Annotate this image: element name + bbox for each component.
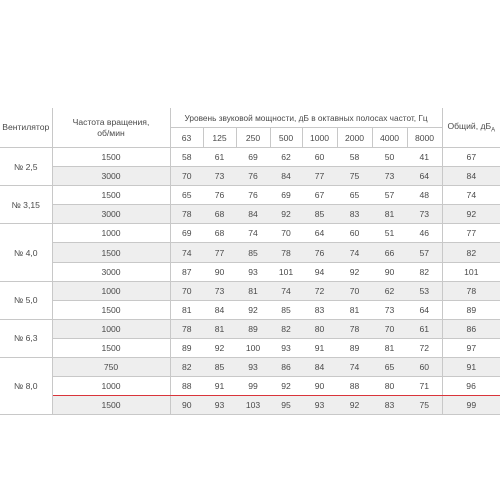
total-level-cell: 78 [442,281,500,300]
rpm-cell: 1500 [52,338,170,357]
sound-level-cell: 76 [302,243,337,262]
fan-size-cell: № 2,5 [0,148,52,186]
sound-level-cell: 58 [337,148,372,167]
sound-level-cell: 85 [302,205,337,224]
sound-level-cell: 93 [203,396,236,415]
sound-level-cell: 62 [270,148,302,167]
sound-level-cell: 68 [203,205,236,224]
sound-level-cell: 81 [372,205,407,224]
sound-level-cell: 92 [270,205,302,224]
sound-level-cell: 89 [236,319,270,338]
total-level-cell: 97 [442,338,500,357]
sound-level-cell: 70 [170,167,203,186]
sound-level-cell: 74 [236,224,270,243]
table-row [0,358,500,377]
sound-level-cell: 81 [203,319,236,338]
rpm-cell: 1500 [52,243,170,262]
sound-level-cell: 48 [407,186,442,205]
sound-level-cell: 60 [337,224,372,243]
sound-level-cell: 73 [203,167,236,186]
sound-level-cell: 93 [236,358,270,377]
table-row [0,243,500,262]
rpm-cell: 1500 [52,300,170,319]
sound-level-cell: 61 [407,319,442,338]
sound-level-cell: 67 [302,186,337,205]
sound-level-cell: 89 [170,338,203,357]
sound-level-cell: 82 [407,262,442,281]
sound-level-cell: 88 [337,377,372,396]
sound-level-cell: 81 [337,300,372,319]
sound-level-cell: 69 [170,224,203,243]
table-row [0,186,500,205]
sound-level-cell: 72 [302,281,337,300]
sound-level-cell: 77 [302,167,337,186]
sound-level-cell: 90 [170,396,203,415]
table-row [0,300,500,319]
sound-level-cell: 78 [170,319,203,338]
sound-level-cell: 72 [407,338,442,357]
rpm-cell: 3000 [52,205,170,224]
sound-level-cell: 66 [372,243,407,262]
rpm-cell: 3000 [52,262,170,281]
total-level-cell: 67 [442,148,500,167]
total-level-cell: 91 [442,358,500,377]
sound-level-cell: 88 [170,377,203,396]
table-row [0,319,500,338]
total-level-cell: 101 [442,262,500,281]
sound-level-cell: 94 [302,262,337,281]
sound-level-cell: 78 [170,205,203,224]
sound-level-cell: 57 [372,186,407,205]
sound-level-cell: 89 [337,338,372,357]
sound-level-cell: 50 [372,148,407,167]
frequency-header-5: 2000 [337,128,372,148]
rpm-cell: 1000 [52,377,170,396]
sound-level-cell: 76 [203,186,236,205]
frequency-header-2: 250 [236,128,270,148]
sound-level-cell: 90 [372,262,407,281]
table-row [0,338,500,357]
sound-level-cell: 76 [236,186,270,205]
rpm-cell: 1500 [52,186,170,205]
total-level-cell: 96 [442,377,500,396]
total-level-cell: 74 [442,186,500,205]
sound-level-cell: 78 [337,319,372,338]
sound-level-cell: 65 [337,186,372,205]
noise-table-container [0,108,500,415]
sound-level-cell: 70 [372,319,407,338]
fan-size-cell: № 3,15 [0,186,52,224]
sound-level-cell: 61 [203,148,236,167]
sound-level-cell: 70 [337,281,372,300]
sound-level-cell: 90 [302,377,337,396]
rpm-cell: 3000 [52,167,170,186]
table-row [0,167,500,186]
total-level-cell: 84 [442,167,500,186]
column-header-total [442,108,500,148]
sound-level-cell: 82 [170,358,203,377]
sound-level-cell: 80 [302,319,337,338]
total-level-cell: 86 [442,319,500,338]
sound-level-cell: 74 [170,243,203,262]
sound-level-cell: 85 [236,243,270,262]
sound-level-cell: 70 [170,281,203,300]
sound-level-cell: 92 [337,396,372,415]
sound-level-cell: 76 [236,167,270,186]
total-level-cell: 82 [442,243,500,262]
sound-level-cell: 103 [236,396,270,415]
sound-level-cell: 46 [407,224,442,243]
frequency-header-0: 63 [170,128,203,148]
sound-level-cell: 74 [337,243,372,262]
sound-level-cell: 73 [372,300,407,319]
sound-level-cell: 84 [270,167,302,186]
sound-level-cell: 92 [203,338,236,357]
sound-level-cell: 64 [407,300,442,319]
rpm-cell: 1000 [52,319,170,338]
column-header-fan: Вентилятор [0,108,52,148]
column-header-total-label: Общий, $дБ_A$ [447,121,496,134]
sound-level-cell: 84 [203,300,236,319]
sound-level-cell: 83 [337,205,372,224]
sound-level-cell: 81 [236,281,270,300]
sound-level-cell: 69 [236,148,270,167]
total-level-cell: 77 [442,224,500,243]
sound-level-cell: 90 [203,262,236,281]
frequency-header-7: 8000 [407,128,442,148]
rpm-cell: 1500 [52,396,170,415]
sound-level-cell: 86 [270,358,302,377]
sound-level-cell: 100 [236,338,270,357]
sound-level-cell: 68 [203,224,236,243]
sound-level-cell: 78 [270,243,302,262]
table-row [0,205,500,224]
sound-level-cell: 74 [270,281,302,300]
sound-level-cell: 65 [372,358,407,377]
sound-level-cell: 77 [203,243,236,262]
sound-level-cell: 84 [302,358,337,377]
table-row [0,148,500,167]
sound-level-cell: 85 [203,358,236,377]
sound-level-cell: 82 [270,319,302,338]
sound-level-cell: 95 [270,396,302,415]
column-header-octave-bands: Уровень звуковой мощности, дБ в октавных полосах частот, Гц [170,108,442,128]
total-level-cell: 89 [442,300,500,319]
sound-level-cell: 64 [302,224,337,243]
sound-level-cell: 84 [236,205,270,224]
sound-level-cell: 75 [337,167,372,186]
sound-level-cell: 93 [270,338,302,357]
sound-level-cell: 83 [372,396,407,415]
sound-level-cell: 91 [302,338,337,357]
frequency-header-4: 1000 [302,128,337,148]
column-header-rpm: Частота вращения, об/мин [52,108,170,148]
sound-level-cell: 60 [407,358,442,377]
sound-level-cell: 81 [170,300,203,319]
rpm-cell: 1000 [52,281,170,300]
sound-level-cell: 62 [372,281,407,300]
sound-level-cell: 58 [170,148,203,167]
sound-level-cell: 93 [302,396,337,415]
sound-level-cell: 73 [203,281,236,300]
sound-level-cell: 83 [302,300,337,319]
sound-level-cell: 87 [170,262,203,281]
noise-table [0,108,500,415]
sound-level-cell: 74 [337,358,372,377]
frequency-header-6: 4000 [372,128,407,148]
sound-level-cell: 101 [270,262,302,281]
table-row [0,377,500,396]
sound-level-cell: 73 [407,205,442,224]
sound-level-cell: 92 [337,262,372,281]
frequency-header-3: 500 [270,128,302,148]
sound-level-cell: 71 [407,377,442,396]
sound-level-cell: 91 [203,377,236,396]
fan-size-cell: № 6,3 [0,319,52,357]
total-level-cell: 99 [442,396,500,415]
sound-level-cell: 69 [270,186,302,205]
sound-level-cell: 81 [372,338,407,357]
sound-level-cell: 93 [236,262,270,281]
sound-level-cell: 60 [302,148,337,167]
sound-level-cell: 41 [407,148,442,167]
sound-level-cell: 75 [407,396,442,415]
sound-level-cell: 57 [407,243,442,262]
rpm-cell: 1000 [52,224,170,243]
table-row [0,281,500,300]
sound-level-cell: 70 [270,224,302,243]
sound-level-cell: 65 [170,186,203,205]
sound-level-cell: 73 [372,167,407,186]
fan-size-cell: № 8,0 [0,358,52,415]
table-row [0,224,500,243]
total-level-cell: 92 [442,205,500,224]
sound-level-cell: 53 [407,281,442,300]
sound-level-cell: 92 [236,300,270,319]
fan-size-cell: № 5,0 [0,281,52,319]
sound-level-cell: 64 [407,167,442,186]
sound-level-cell: 92 [270,377,302,396]
rpm-cell: 1500 [52,148,170,167]
table-body [0,148,500,415]
table-row [0,262,500,281]
sound-level-cell: 51 [372,224,407,243]
sound-level-cell: 80 [372,377,407,396]
sound-level-cell: 85 [270,300,302,319]
fan-size-cell: № 4,0 [0,224,52,281]
frequency-header-1: 125 [203,128,236,148]
sound-level-cell: 99 [236,377,270,396]
rpm-cell: 750 [52,358,170,377]
table-row [0,396,500,415]
